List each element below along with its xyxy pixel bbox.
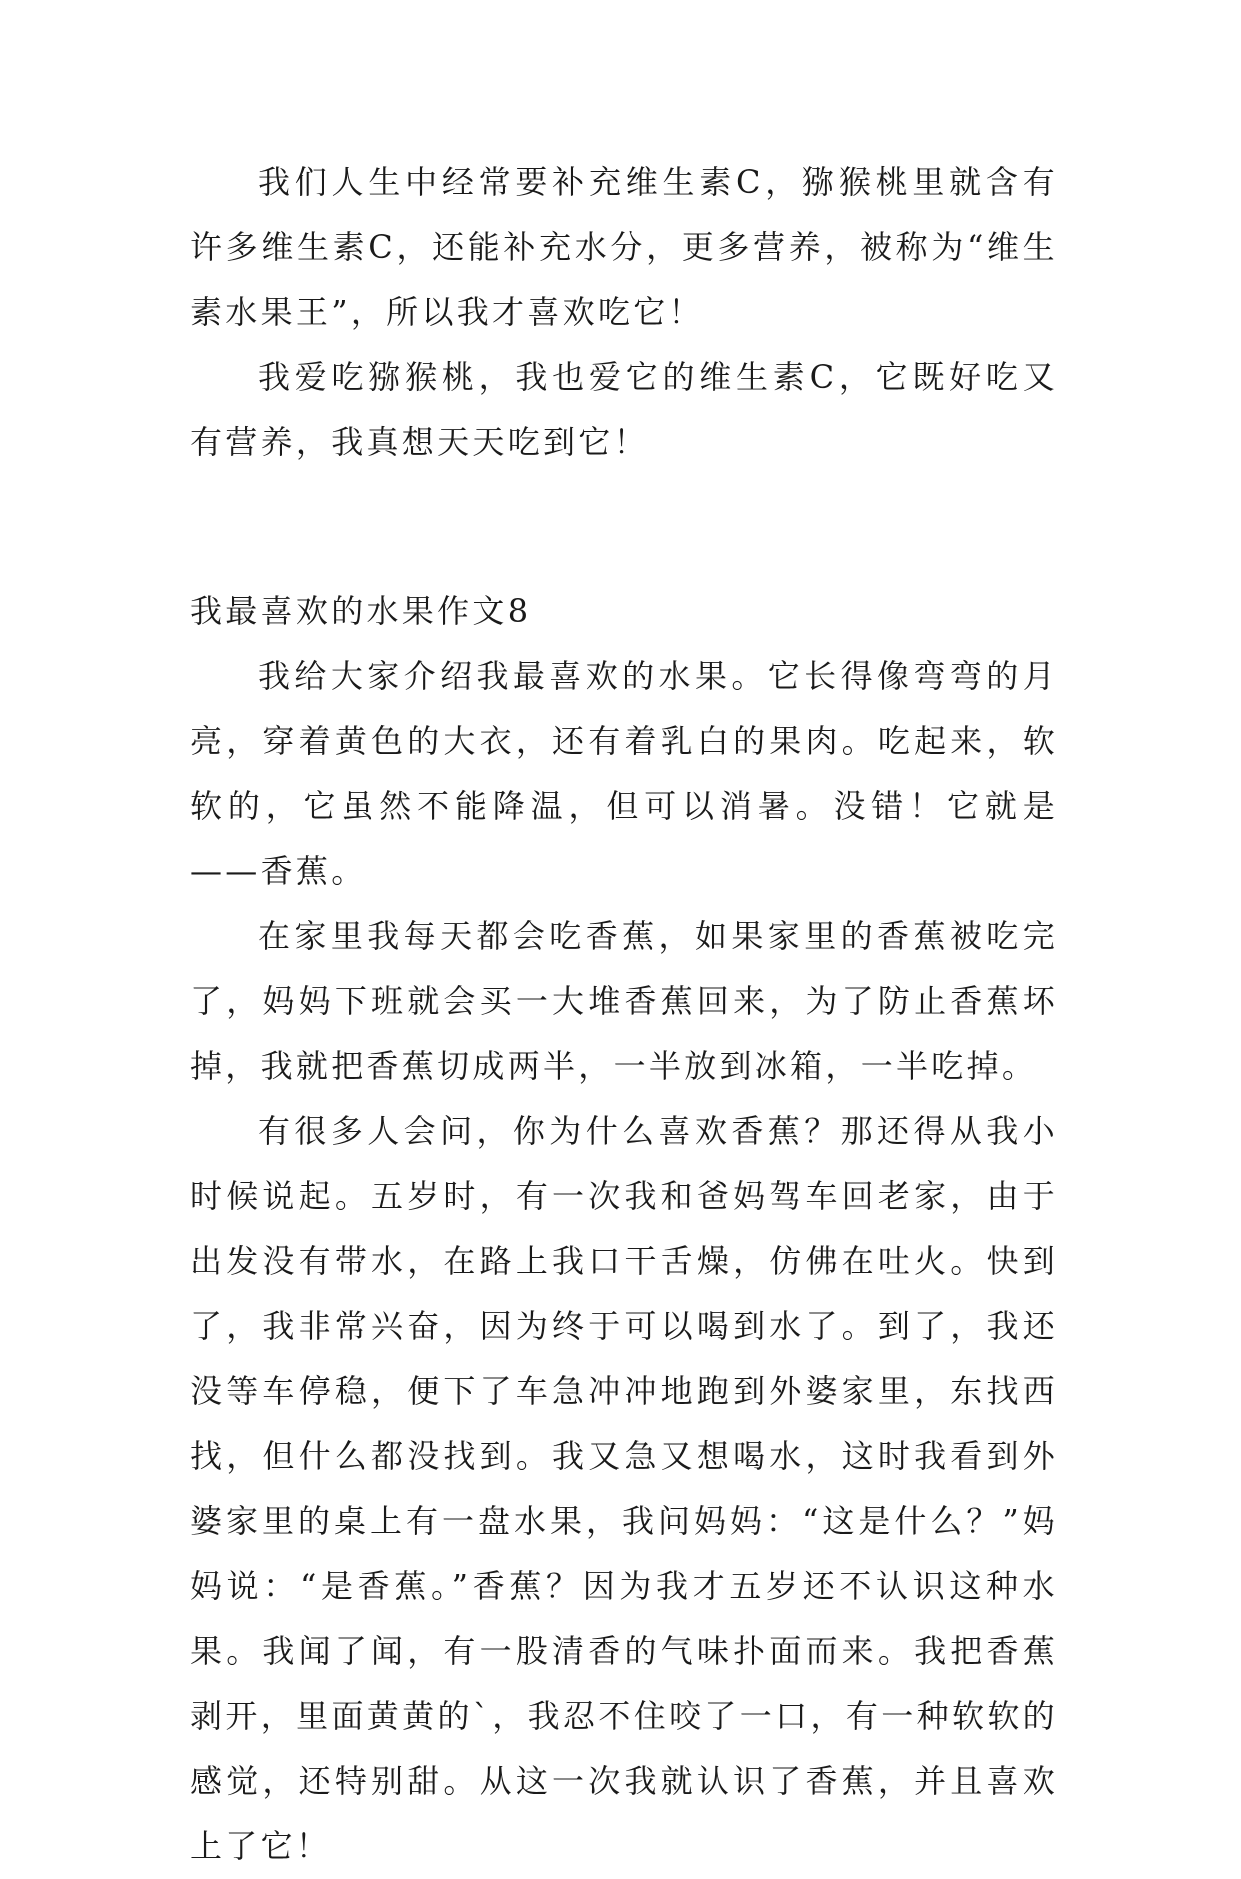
- paragraph: 我给大家介绍我最喜欢的水果。它长得像弯弯的月亮，穿着黄色的大衣，还有着乳白的果肉。吃起来，软软的，它虽然不能降温，但可以消暑。没错！它就是——香蕉。: [190, 657, 1058, 890]
- paragraph: 我们人生中经常要补充维生素C，猕猴桃里就含有许多维生素C，还能补充水分，更多营养，被称为“维生素水果王”，所以我才喜欢吃它！: [190, 163, 1058, 331]
- paragraph: 有很多人会问，你为什么喜欢香蕉？那还得从我小时候说起。五岁时，有一次我和爸妈驾车回老家，由于出发没有带水，在路上我口干舌燥，仿佛在吐火。快到了，我非常兴奋，因为终于可以喝到水了。到了，我还没等车停稳，便下了车急冲冲地跑到外婆家里，东找西找，但什么都没找到。我又急又想喝水，这时我看到外婆家里的桌上有一盘水果，我问妈妈：“这是什么？”妈妈说：“是香蕉。”香蕉？因为我才五岁还不认识这种水果。我闻了闻，有一股清香的气味扑面而来。我把香蕉剥开，里面黄黄的`，我忍不住咬了一口，有一种软软的感觉，还特别甜。从这一次我就认识了香蕉，并且喜欢上了它！: [190, 1112, 1058, 1865]
- paragraph: 我爱吃猕猴桃，我也爱它的维生素C，它既好吃又有营养，我真想天天吃到它！: [190, 358, 1058, 461]
- document-page: [190, 150, 1058, 1879]
- paragraph: 在家里我每天都会吃香蕉，如果家里的香蕉被吃完了，妈妈下班就会买一大堆香蕉回来，为了防止香蕉坏掉，我就把香蕉切成两半，一半放到冰箱，一半吃掉。: [190, 917, 1058, 1085]
- section-heading: 我最喜欢的水果作文8: [190, 592, 532, 630]
